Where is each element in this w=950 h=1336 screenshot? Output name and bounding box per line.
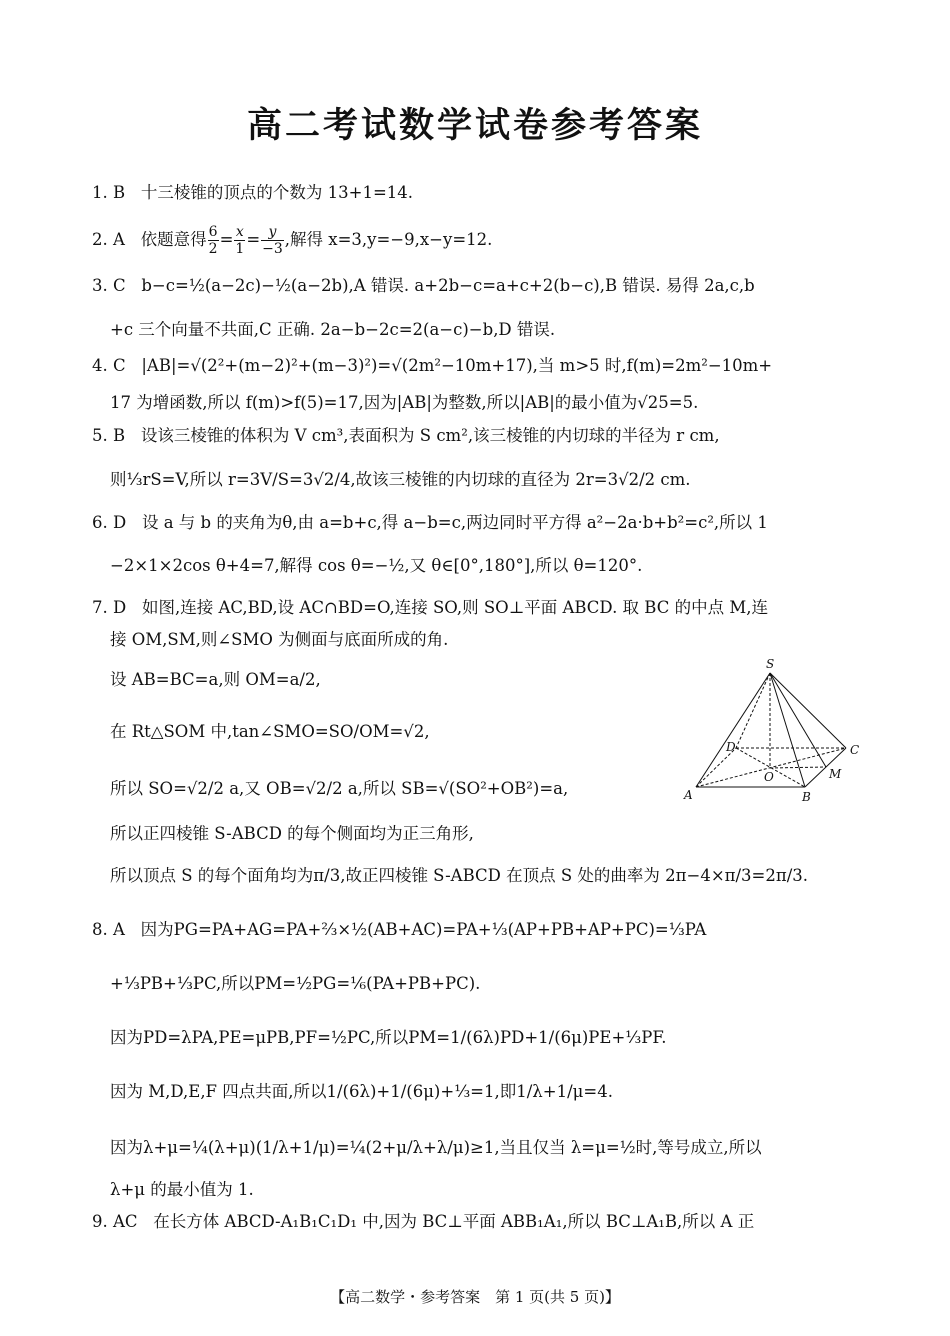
answer-4 — [92, 358, 772, 375]
answer-8 — [92, 922, 706, 939]
answer-6 — [92, 515, 768, 532]
answer-text: 如图,连接 AC,BD,设 AC∩BD=O,连接 SO,则 SO⊥平面 ABCD. 取 BC 的中点 M,连 — [141, 598, 768, 617]
label-c: C — [850, 743, 860, 757]
label-a: A — [684, 788, 693, 802]
answer-7 — [92, 600, 768, 617]
answer-4-cont: 17 为增函数,所以 f(m)>f(5)=17,因为|AB|为整数,所以|AB|的最小值为√25=5. — [110, 393, 699, 412]
answer-text: 十三棱锥的顶点的个数为 13+1=14. — [140, 183, 414, 202]
answer-text: 因为PG=PA+AG=PA+⅔×½(AB+AC)=PA+⅓(AP+PB+AP+PC)=⅓PA — [140, 920, 707, 939]
answer-number: 3. C — [92, 276, 126, 295]
answer-7-line5: 所以 SO=√2/2 a,又 OB=√2/2 a,所以 SB=√(SO²+OB²)=a, — [110, 779, 569, 798]
label-b: B — [802, 790, 811, 804]
label-m: M — [829, 767, 842, 781]
answer-8-line6: λ+μ 的最小值为 1. — [110, 1180, 254, 1199]
label-d: D — [726, 740, 736, 754]
answer-number: 5. B — [92, 426, 126, 445]
answer-text: b−c=½(a−2c)−½(a−2b),A 错误. a+2b−c=a+c+2(b−c),B 错误. 易得 2a,c,b — [141, 276, 755, 295]
page-footer: 【高二数学・参考答案 第 1 页(共 5 页)】 — [330, 1288, 620, 1306]
answer-7-line4: 在 Rt△SOM 中,tan∠SMO=SO/OM=√2, — [110, 722, 430, 741]
answer-number: 2. A — [92, 230, 125, 250]
answer-number: 4. C — [92, 356, 126, 375]
answer-3-cont: +c 三个向量不共面,C 正确. 2a−b−2c=2(a−c)−b,D 错误. — [110, 320, 556, 339]
label-s: S — [766, 657, 775, 671]
answer-7-line3: 设 AB=BC=a,则 OM=a/2, — [110, 670, 321, 689]
answer-number: 6. D — [92, 513, 127, 532]
answer-9 — [92, 1214, 754, 1231]
answer-5 — [92, 428, 720, 445]
answer-7-cont: 接 OM,SM,则∠SMO 为侧面与底面所成的角. — [110, 630, 449, 649]
answer-number: 9. AC — [92, 1212, 138, 1231]
answer-8-line3: 因为PD=λPA,PE=μPB,PF=½PC,所以PM=1/(6λ)PD+1/(6μ)PE+⅓PF. — [110, 1028, 667, 1047]
answer-text: 在长方体 ABCD-A₁B₁C₁D₁ 中,因为 BC⊥平面 ABB₁A₁,所以 BC⊥A₁B,所以 A 正 — [153, 1212, 755, 1231]
answer-text: 设 a 与 b 的夹角为θ,由 a=b+c,得 a−b=c,两边同时平方得 a²−2a·b+b²=c²,所以 1 — [141, 513, 768, 532]
page-title: 高二考试数学试卷参考答案 — [246, 106, 703, 146]
answer-number: 7. D — [92, 598, 127, 617]
answer-5-cont: 则⅓rS=V,所以 r=3V/S=3√2/4,故该三棱锥的内切球的直径为 2r=3√2/2 cm. — [110, 470, 691, 489]
label-o: O — [764, 770, 774, 784]
answer-text: 依题意得 — [140, 230, 207, 250]
answer-8-line4: 因为 M,D,E,F 四点共面,所以1/(6λ)+1/(6μ)+⅓=1,即1/λ+1/μ=4. — [110, 1082, 613, 1101]
answer-3 — [92, 278, 755, 295]
answer-2: 2. A 依题意得 $\frac{6}{2}$ = $\frac{x}{1}$ = $\frac{y}{-3}$ ,解得 x=3,y=−9,x−y=12. — [92, 224, 493, 258]
pyramid-figure — [678, 655, 868, 805]
answer-number: 1. B — [92, 183, 126, 202]
answer-8-cont: +⅓PB+⅓PC,所以PM=½PG=⅙(PA+PB+PC). — [110, 974, 481, 993]
answer-1 — [92, 185, 413, 202]
answer-text: |AB|=√(2²+(m−2)²+(m−3)²)=√(2m²−10m+17),当 m>5 时,f(m)=2m²−10m+ — [141, 356, 773, 375]
answer-number: 8. A — [92, 920, 125, 939]
answer-8-line5: 因为λ+μ=¼(λ+μ)(1/λ+1/μ)=¼(2+μ/λ+λ/μ)≥1,当且仅当 λ=μ=½时,等号成立,所以 — [110, 1138, 762, 1157]
answer-text: 设该三棱锥的体积为 V cm³,表面积为 S cm²,该三棱锥的内切球的半径为 r cm, — [140, 426, 720, 445]
answer-6-cont: −2×1×2cos θ+4=7,解得 cos θ=−½,又 θ∈[0°,180°],所以 θ=120°. — [110, 556, 643, 575]
answer-text: ,解得 x=3,y=−9,x−y=12. — [284, 230, 493, 250]
answer-7-line7: 所以顶点 S 的每个面角均为π/3,故正四棱锥 S-ABCD 在顶点 S 处的曲率为 2π−4×π/3=2π/3. — [110, 866, 809, 885]
answer-7-line6: 所以正四棱锥 S-ABCD 的每个侧面均为正三角形, — [110, 824, 474, 843]
